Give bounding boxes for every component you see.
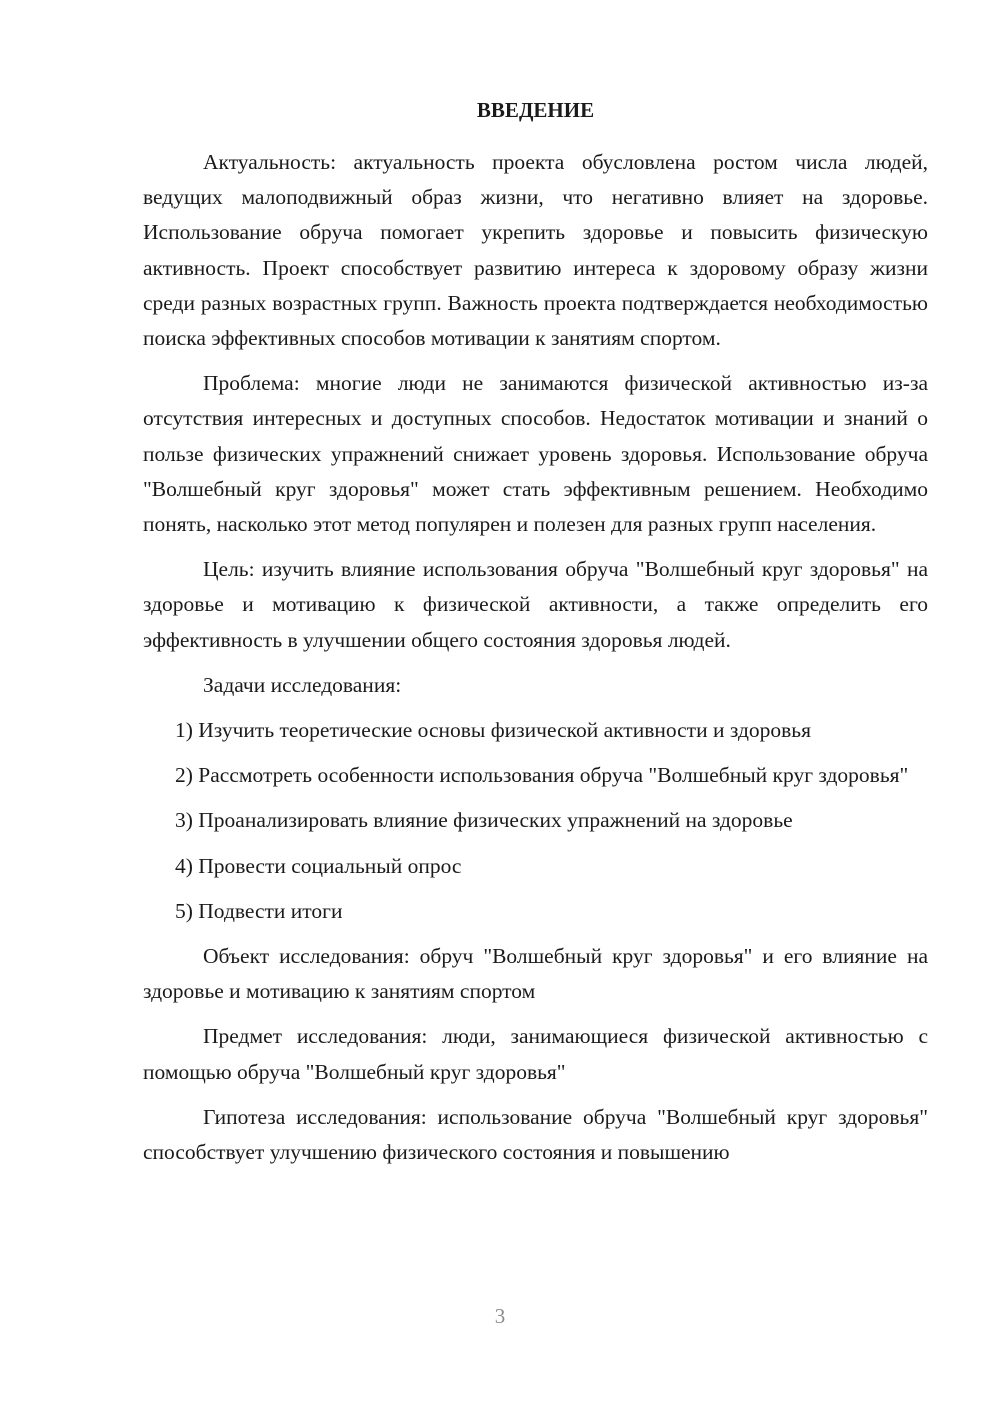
task-item: 2) Рассмотреть особенности использования обруча "Волшебный круг здоровья" <box>175 763 909 788</box>
paragraph-object: Объект исследования: обруч "Волшебный круг здоровья" и его влияние на здоровье и мотивацию к занятиям спортом <box>143 944 928 1004</box>
paragraph-relevance: Актуальность: актуальность проекта обусловлена ростом числа людей, ведущих малоподвижный образ жизни, что негативно влияет на здоровье. Использование обруча помогает укрепить здоровье и повысить физическую активность. Проект способствует развитию интереса к здоровому образу жизни среди разных возрастных групп. Важность проекта подтверждается необходимостью поиска эффективных способов мотивации к занятиям спортом. <box>143 150 928 351</box>
section-heading: ВВЕДЕНИЕ <box>476 98 595 122</box>
task-item: 5) Подвести итоги <box>175 898 343 923</box>
page-number: 3 <box>494 1304 506 1328</box>
document-page <box>143 90 928 1180</box>
task-item: 1) Изучить теоретические основы физической активности и здоровья <box>175 718 811 743</box>
paragraph-tasks-intro: Задачи исследования: <box>203 672 402 697</box>
paragraph-goal: Цель: изучить влияние использования обруча "Волшебный круг здоровья" на здоровье и мотивацию к физической активности, а также определить его эффективность в улучшении общего состояния здоровья людей. <box>143 557 928 652</box>
task-item: 4) Провести социальный опрос <box>175 853 462 878</box>
paragraph-subject: Предмет исследования: люди, занимающиеся физической активностью с помощью обруча "Волшебный круг здоровья" <box>143 1024 928 1084</box>
paragraph-problem: Проблема: многие люди не занимаются физической активностью из-за отсутствия интересных и доступных способов. Недостаток мотивации и знаний о пользе физических упражнений снижает уровень здоровья. Использование обруча "Волшебный круг здоровья" может стать эффективным решением. Необходимо понять, насколько этот метод популярен и полезен для разных групп населения. <box>143 371 928 537</box>
task-list <box>143 713 928 929</box>
task-item: 3) Проанализировать влияние физических упражнений на здоровье <box>175 808 793 833</box>
paragraph-hypothesis: Гипотеза исследования: использование обруча "Волшебный круг здоровья" способствует улучшению физического состояния и повышению <box>143 1104 928 1165</box>
